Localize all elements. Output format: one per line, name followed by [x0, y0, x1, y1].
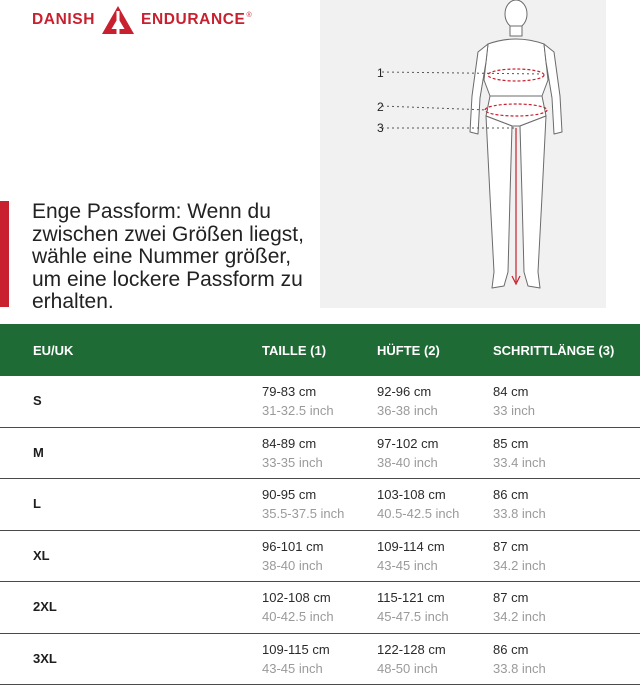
table-row [0, 479, 640, 531]
hip-inch: 38-40 inch [377, 454, 438, 470]
hip-inch: 40.5-42.5 inch [377, 506, 460, 522]
registered-mark: ® [246, 12, 252, 19]
waist-cm: 102-108 cm [262, 590, 331, 606]
hip-cm: 103-108 cm [377, 487, 446, 503]
inseam-cm: 87 cm [493, 538, 529, 554]
table-header [0, 324, 640, 376]
header-inseam: SCHRITTLÄNGE (3) [493, 342, 615, 358]
waist-cm: 84-89 cm [262, 435, 317, 451]
waist-inch: 33-35 inch [262, 454, 323, 470]
size-label: 3XL [33, 650, 57, 666]
table-row [0, 634, 640, 685]
brand-word-left: DANISH [32, 11, 96, 28]
hip-cm: 109-114 cm [377, 538, 445, 554]
measurement-figure [320, 0, 606, 308]
note-accent-bar [0, 201, 9, 307]
size-label: M [33, 444, 44, 460]
brand-word-right: ENDURANCE [141, 11, 246, 28]
hip-inch: 43-45 inch [377, 557, 438, 573]
measure-marker-1: 1 [377, 66, 384, 80]
size-label: XL [33, 547, 50, 563]
inseam-inch: 33.8 inch [493, 506, 546, 522]
hip-cm: 97-102 cm [377, 435, 439, 451]
waist-cm: 79-83 cm [262, 384, 317, 400]
fit-note: Enge Passform: Wenn du zwischen zwei Größen liegst, wähle eine Nummer größer, um eine lockere Passform zu erhalten. [32, 200, 304, 314]
table-row [0, 582, 640, 634]
size-label: S [33, 393, 42, 409]
table-row [0, 376, 640, 428]
inseam-inch: 34.2 inch [493, 557, 546, 573]
hip-cm: 115-121 cm [377, 590, 445, 606]
inseam-inch: 33.8 inch [493, 660, 546, 676]
size-label: 2XL [33, 599, 57, 615]
hip-inch: 36-38 inch [377, 403, 438, 419]
brand-mountain-icon [101, 5, 135, 35]
body-illustration [320, 0, 606, 308]
hip-cm: 92-96 cm [377, 384, 432, 400]
waist-cm: 96-101 cm [262, 538, 324, 554]
measure-marker-3: 3 [377, 121, 384, 135]
hip-inch: 48-50 inch [377, 660, 438, 676]
size-table [0, 324, 640, 685]
waist-inch: 31-32.5 inch [262, 403, 334, 419]
inseam-inch: 33 inch [493, 403, 535, 419]
inseam-cm: 86 cm [493, 487, 529, 503]
brand-logo [32, 2, 252, 38]
hip-inch: 45-47.5 inch [377, 609, 449, 625]
waist-inch: 35.5-37.5 inch [262, 506, 345, 522]
size-label: L [33, 496, 41, 512]
waist-inch: 40-42.5 inch [262, 609, 334, 625]
waist-cm: 90-95 cm [262, 487, 317, 503]
inseam-inch: 34.2 inch [493, 609, 546, 625]
header-waist: TAILLE (1) [262, 342, 327, 358]
table-row [0, 531, 640, 583]
hip-cm: 122-128 cm [377, 641, 446, 657]
waist-inch: 43-45 inch [262, 660, 323, 676]
inseam-inch: 33.4 inch [493, 454, 546, 470]
inseam-cm: 85 cm [493, 435, 529, 451]
inseam-cm: 86 cm [493, 641, 529, 657]
table-body [0, 376, 640, 685]
waist-inch: 38-40 inch [262, 557, 323, 573]
header-hip: HÜFTE (2) [377, 342, 440, 358]
inseam-cm: 84 cm [493, 384, 529, 400]
inseam-cm: 87 cm [493, 590, 529, 606]
header-size: EU/UK [33, 342, 74, 358]
measure-marker-2: 2 [377, 100, 384, 114]
table-row [0, 428, 640, 480]
waist-cm: 109-115 cm [262, 641, 330, 657]
